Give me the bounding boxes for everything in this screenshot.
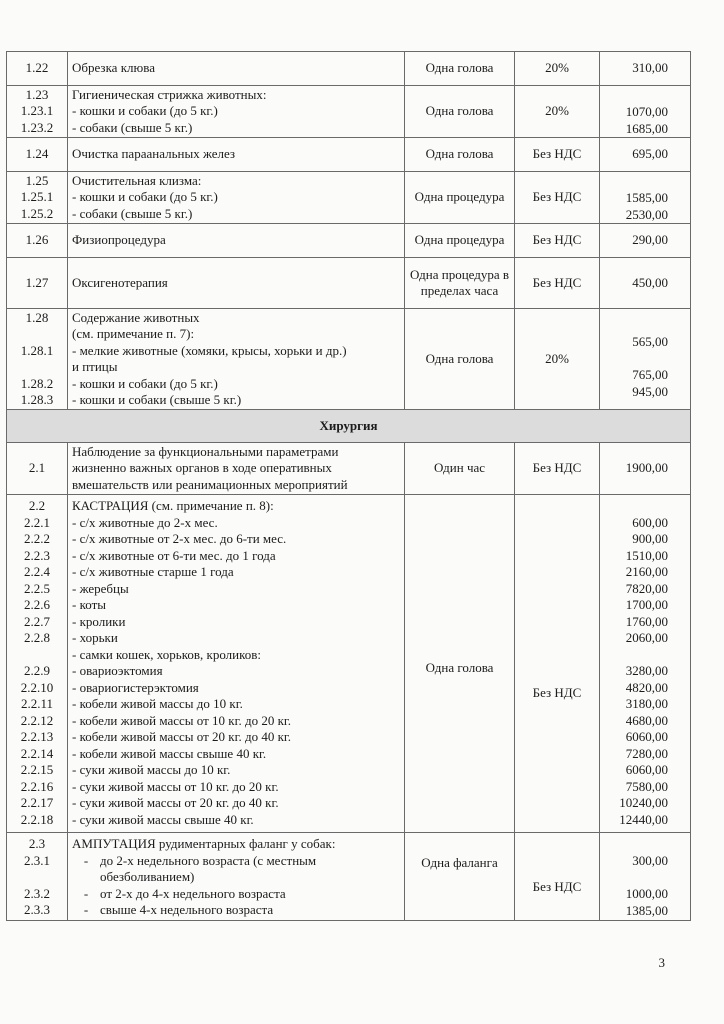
price-cell: 290,00 bbox=[600, 224, 691, 258]
unit-cell: Одна голова bbox=[405, 309, 515, 410]
unit-cell: Одна голова bbox=[405, 138, 515, 172]
price-cell: 1070,00 1685,00 bbox=[600, 86, 691, 138]
row-number: 1.27 bbox=[7, 258, 68, 309]
price-cell: 450,00 bbox=[600, 258, 691, 309]
table-row bbox=[7, 138, 691, 172]
row-number: 1.25 1.25.1 1.25.2 bbox=[7, 172, 68, 224]
price-cell: 565,00 765,00 945,00 bbox=[600, 309, 691, 410]
table-row bbox=[7, 86, 691, 138]
row-number: 2.2 2.2.1 2.2.2 2.2.3 2.2.4 2.2.5 2.2.6 2.2.7 2.2.8 2.2.9 2.2.10 2.2.11 2.2.12 2.2.13 2.2.14 2.2.15 2.2.16 2.2.17 2.2.18 bbox=[7, 495, 68, 833]
unit-cell: Одна голова bbox=[405, 495, 515, 833]
price-cell: 300,00 1000,00 1385,00 bbox=[600, 833, 691, 921]
vat-cell: Без НДС bbox=[515, 172, 600, 224]
unit-cell: Один час bbox=[405, 443, 515, 495]
section-header-row bbox=[7, 410, 691, 443]
table-row bbox=[7, 443, 691, 495]
vat-cell: 20% bbox=[515, 309, 600, 410]
unit-cell: Одна процедура bbox=[405, 224, 515, 258]
unit-cell: Одна процедура в пределах часа bbox=[405, 258, 515, 309]
table-row bbox=[7, 224, 691, 258]
unit-cell: Одна голова bbox=[405, 52, 515, 86]
price-cell: 1900,00 bbox=[600, 443, 691, 495]
vat-cell: 20% bbox=[515, 86, 600, 138]
table-row bbox=[7, 52, 691, 86]
vat-cell: Без НДС bbox=[515, 443, 600, 495]
service-description: Очистительная клизма: - кошки и собаки (до 5 кг.) - собаки (свыше 5 кг.) bbox=[68, 172, 405, 224]
service-description: Очистка параанальных желез bbox=[68, 138, 405, 172]
table-row bbox=[7, 172, 691, 224]
service-description: Оксигенотерапия bbox=[68, 258, 405, 309]
unit-cell: Одна голова bbox=[405, 86, 515, 138]
row-number: 1.24 bbox=[7, 138, 68, 172]
row-number: 1.26 bbox=[7, 224, 68, 258]
vat-cell: Без НДС bbox=[515, 833, 600, 921]
section-title: Хирургия bbox=[7, 410, 691, 443]
row-number: 2.3 2.3.1 2.3.2 2.3.3 bbox=[7, 833, 68, 921]
service-description: Обрезка клюва bbox=[68, 52, 405, 86]
service-description: КАСТРАЦИЯ (см. примечание п. 8): - с/х животные до 2-х мес. - с/х животные от 2-х мес. до 6-ти мес. - с/х животные от 6-ти мес. до 1 года - с/х животные старше 1 года - жеребцы - коты - кролики - хорьки - самки кошек, хорьков, кроликов: - овариоэктомия - овариогистерэктомия - кобели живой массы до 10 кг. - кобели живой массы от 10 кг. до 20 кг. - кобели живой массы от 20 кг. до 40 кг. - кобели живой массы свыше 40 кг. - суки живой массы до 10 кг. - суки живой массы от 10 кг. до 20 кг. - суки живой массы от 20 кг. до 40 кг. - суки живой массы свыше 40 кг. bbox=[68, 495, 405, 833]
service-description: Физиопроцедура bbox=[68, 224, 405, 258]
vat-cell: Без НДС bbox=[515, 495, 600, 833]
service-description: Наблюдение за функциональными параметрами жизненно важных органов в ходе оперативных вмешательств или реанимационных мероприятий bbox=[68, 443, 405, 495]
service-description: Гигиеническая стрижка животных: - кошки и собаки (до 5 кг.) - собаки (свыше 5 кг.) bbox=[68, 86, 405, 138]
page-number: 3 bbox=[658, 955, 665, 970]
price-cell: 600,00 900,00 1510,00 2160,00 7820,00 1700,00 1760,00 2060,00 3280,00 4820,00 3180,00 4680,00 6060,00 7280,00 6060,00 7580,00 10240,00 12440,00 bbox=[600, 495, 691, 833]
table-row bbox=[7, 495, 691, 833]
vat-cell: Без НДС bbox=[515, 258, 600, 309]
table-row bbox=[7, 309, 691, 410]
row-number: 1.22 bbox=[7, 52, 68, 86]
price-cell: 695,00 bbox=[600, 138, 691, 172]
price-table bbox=[6, 51, 691, 921]
price-cell: 1585,00 2530,00 bbox=[600, 172, 691, 224]
service-description: АМПУТАЦИЯ рудиментарных фаланг у собак: - до 2-х недельного возраста (с местным обезболиванием) - от 2-х до 4-х недельного возраста - свыше 4-х недельного возраста bbox=[68, 833, 405, 921]
vat-cell: 20% bbox=[515, 52, 600, 86]
row-number: 1.23 1.23.1 1.23.2 bbox=[7, 86, 68, 138]
vat-cell: Без НДС bbox=[515, 224, 600, 258]
price-cell: 310,00 bbox=[600, 52, 691, 86]
row-number: 2.1 bbox=[7, 443, 68, 495]
table-row bbox=[7, 833, 691, 921]
unit-cell: Одна процедура bbox=[405, 172, 515, 224]
unit-cell: Одна фаланга bbox=[405, 833, 515, 921]
vat-cell: Без НДС bbox=[515, 138, 600, 172]
table-row bbox=[7, 258, 691, 309]
service-description: Содержание животных (см. примечание п. 7): - мелкие животные (хомяки, крысы, хорьки и др.) и птицы - кошки и собаки (до 5 кг.) - кошки и собаки (свыше 5 кг.) bbox=[68, 309, 405, 410]
row-number: 1.28 1.28.1 1.28.2 1.28.3 bbox=[7, 309, 68, 410]
